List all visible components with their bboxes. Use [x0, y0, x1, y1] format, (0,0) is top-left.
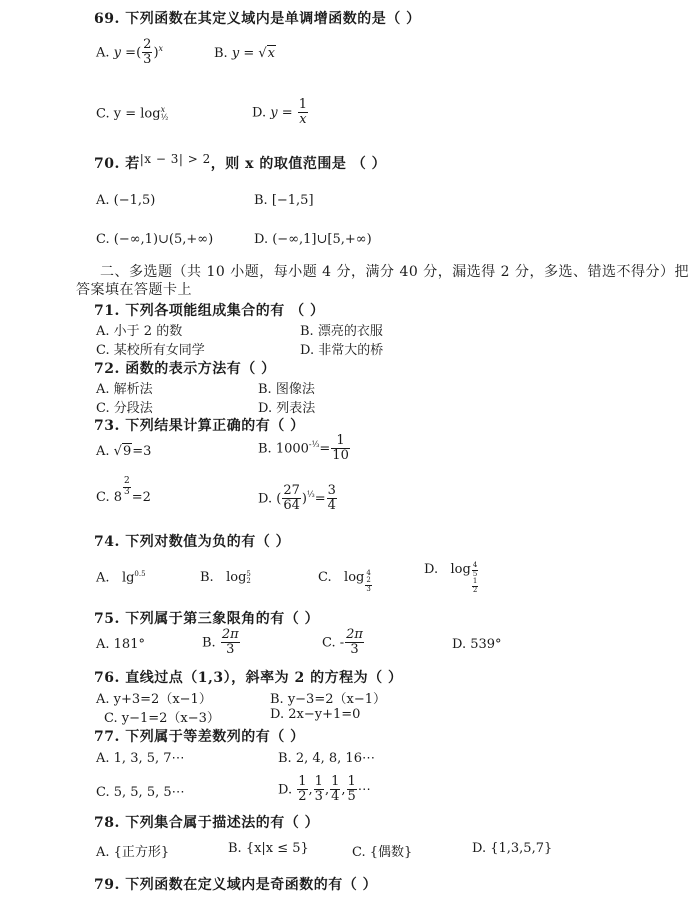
q78-option-c[interactable]: C. {偶数} [352, 845, 413, 860]
q70-option-b[interactable]: B. [−1,5] [254, 193, 314, 208]
q71-option-a[interactable]: A. 小于 2 的数 [96, 324, 183, 339]
root-sign: √ [258, 46, 267, 61]
q70-option-c[interactable]: C. (−∞,1)∪(5,+∞) [96, 232, 214, 247]
question-73-stem: 73. 下列结果计算正确的有（ ） [94, 418, 305, 434]
q74-option-c[interactable]: C. log 4 $\frac{2}{3}$ [318, 569, 371, 593]
q77-option-d[interactable]: D. $\frac{1}{2}$ , $\frac{1}{3}$ , $\frac{1}{4}$ , $\frac{1}{5}$ ⋯ [278, 774, 371, 805]
q77-option-c[interactable]: C. 5, 5, 5, 5⋯ [96, 785, 185, 800]
q74-option-a[interactable]: A. $\lg^{0.5}$ [96, 570, 146, 586]
fraction: $\frac{1}{2}$ [298, 774, 307, 805]
fraction: $\frac{2\pi}{3}$ [221, 627, 239, 658]
question-75-stem: 75. 下列属于第三象限角的有（ ） [94, 611, 320, 627]
q74-option-b[interactable]: B. log 5 2 [200, 569, 251, 585]
q75-option-b[interactable]: B. $\frac{2\pi}{3}$ [202, 627, 239, 658]
option-label: A. [96, 45, 110, 61]
q76-option-a[interactable]: A. y+3=2（x−1） [96, 692, 212, 707]
q71-option-b[interactable]: B. 漂亮的衣服 [300, 324, 383, 339]
q78-option-d[interactable]: D. {1,3,5,7} [472, 841, 553, 856]
section-heading-cont: 答案填在答题卡上 [76, 282, 192, 298]
q72-option-a[interactable]: A. 解析法 [96, 382, 153, 397]
q69-option-c[interactable]: C. y = log x ½ [96, 105, 169, 122]
q76-option-b[interactable]: B. y−3=2（x−1） [270, 692, 386, 707]
question-70-stem: 70. 若|x − 3| > 2，则 x 的取值范围是 （ ） [94, 152, 387, 172]
q69-option-a[interactable]: A. y =( $\frac{2}{3}$ )$^x$ [96, 37, 164, 68]
fraction: $\frac{1}{3}$ [314, 774, 323, 805]
q75-option-d[interactable]: D. 539° [452, 637, 502, 652]
question-69-stem: 69. 下列函数在其定义域内是单调增函数的是（ ） [94, 11, 421, 27]
q78-option-b[interactable]: B. {x|x ≤ 5} [228, 841, 309, 856]
q71-option-c[interactable]: C. 某校所有女同学 [96, 343, 205, 358]
question-72-stem: 72. 函数的表示方法有（ ） [94, 361, 276, 377]
q72-option-c[interactable]: C. 分段法 [96, 401, 153, 416]
q69-option-d[interactable]: D. y = $\frac{1}{x}$ [252, 97, 308, 128]
q70-option-a[interactable]: A. (−1,5) [96, 193, 156, 208]
q76-option-c[interactable]: C. y−1=2（x−3） [104, 711, 220, 726]
q74-option-d[interactable]: D. log $\frac{4}{5}$ $\frac{1}{2}$ [424, 561, 478, 595]
fraction: $\frac{1}{10}$ [332, 433, 349, 464]
question-79-stem: 79. 下列函数在定义域内是奇函数的有（ ） [94, 877, 378, 893]
q78-option-a[interactable]: A. {正方形} [96, 845, 170, 860]
section-heading: 二、多选题（共 10 小题，每小题 4 分，满分 40 分，漏选得 2 分，多选、错选不得分）把 [100, 264, 690, 280]
question-74-stem: 74. 下列对数值为负的有（ ） [94, 534, 291, 550]
q76-option-d[interactable]: D. 2x−y+1=0 [270, 707, 361, 722]
question-71-stem: 71. 下列各项能组成集合的有 （ ） [94, 303, 325, 319]
q75-option-a[interactable]: A. 181° [96, 637, 145, 652]
fraction: $\frac{1}{x}$ [298, 97, 308, 128]
q73-option-b[interactable]: B. $1000^{-\frac{1}{3}}=$ $\frac{1}{10}$ [258, 433, 349, 464]
fraction: $\frac{2\pi}{3}$ [346, 627, 363, 658]
q72-option-d[interactable]: D. 列表法 [258, 401, 316, 416]
q69-option-b[interactable]: B. y = √x [214, 46, 276, 61]
q75-option-c[interactable]: C. - $\frac{2\pi}{3}$ [322, 627, 363, 658]
q71-option-d[interactable]: D. 非常大的桥 [300, 343, 384, 358]
q72-option-b[interactable]: B. 图像法 [258, 382, 315, 397]
fraction: $\frac{27}{64}$ [283, 483, 300, 514]
q77-option-b[interactable]: B. 2, 4, 8, 16⋯ [278, 751, 375, 766]
fraction: $\frac{1}{5}$ [347, 774, 356, 805]
q73-option-c[interactable]: C. 8 $\frac{2}{3}$ =2 [96, 476, 151, 505]
fraction: $\frac{2}{3}$ [143, 37, 152, 68]
question-78-stem: 78. 下列集合属于描述法的有（ ） [94, 815, 320, 831]
q70-option-d[interactable]: D. (−∞,1]∪[5,+∞) [254, 232, 372, 247]
fraction: $\frac{3}{4}$ [327, 483, 336, 514]
fraction: $\frac{1}{4}$ [331, 774, 340, 805]
question-76-stem: 76. 直线过点（1,3），斜率为 2 的方程为（ ） [94, 670, 403, 686]
q77-option-a[interactable]: A. 1, 3, 5, 7⋯ [96, 751, 185, 766]
question-77-stem: 77. 下列属于等差数列的有（ ） [94, 729, 305, 745]
q73-option-a[interactable]: A. √9=3 [96, 444, 152, 459]
q73-option-d[interactable]: D. ( $\frac{27}{64}$ )$^{\frac{1}{3}}$= $\frac{3}{4}$ [258, 483, 336, 514]
